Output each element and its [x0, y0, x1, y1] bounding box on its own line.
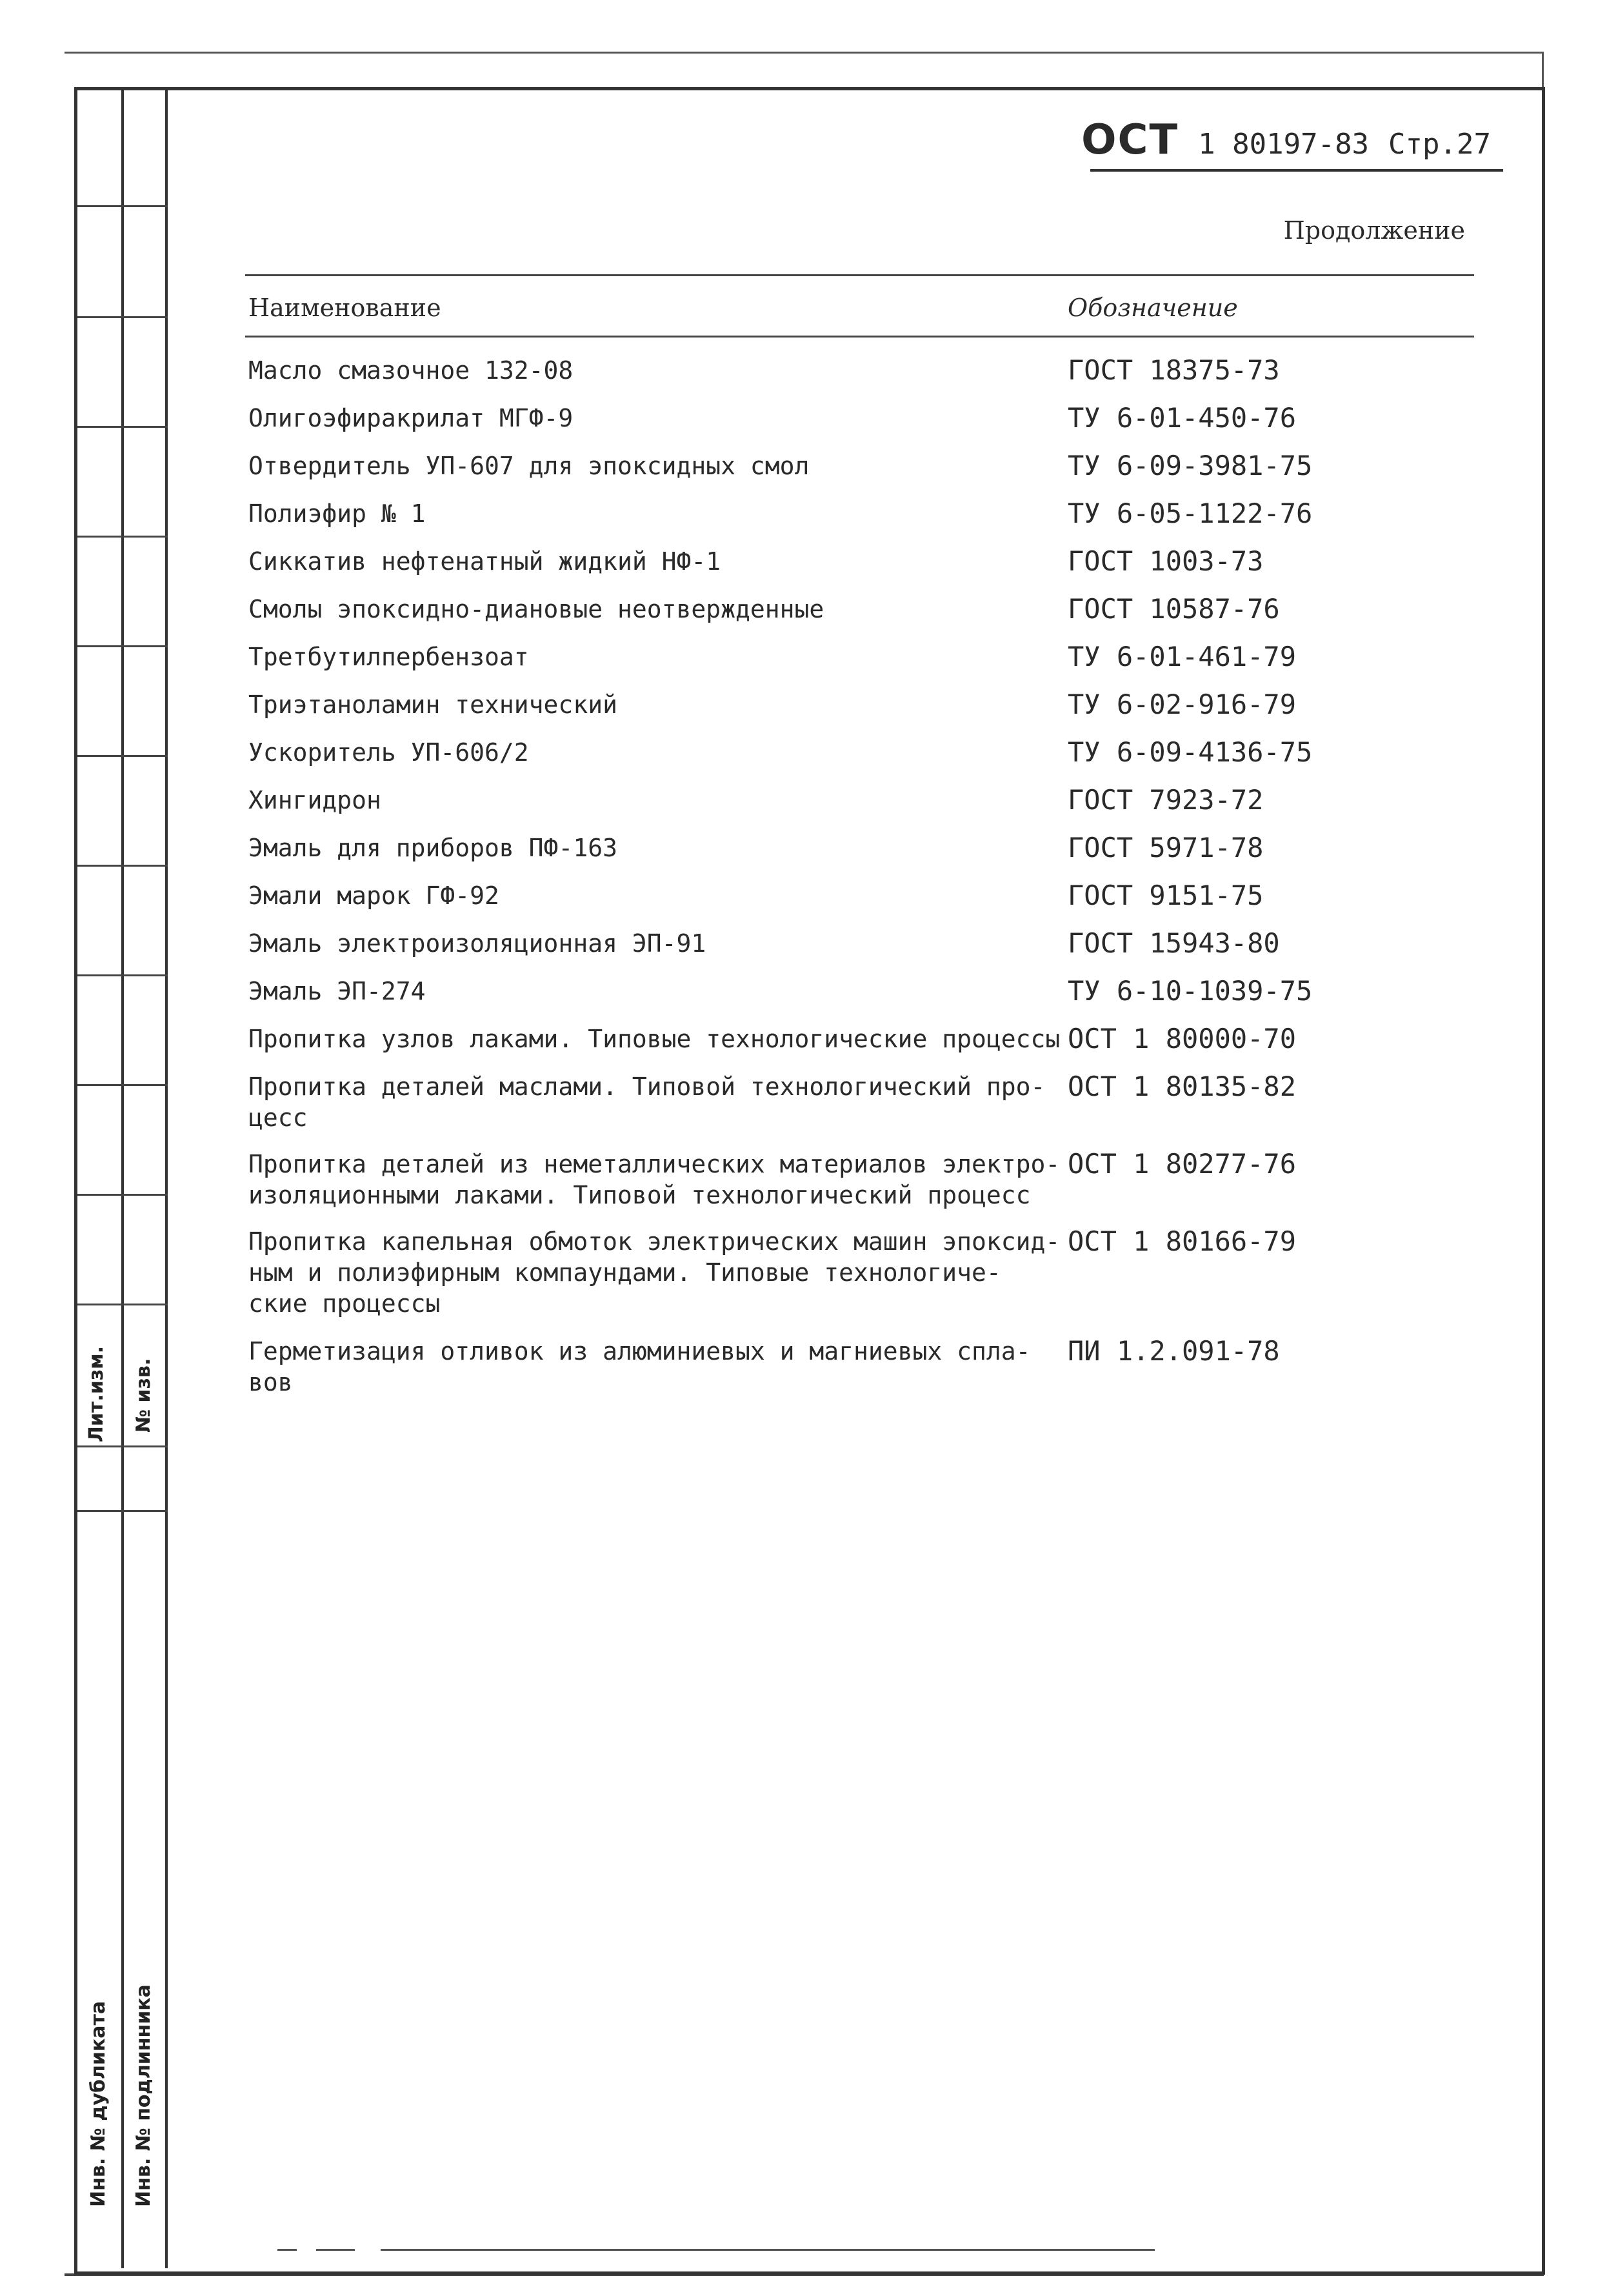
strip-divider — [77, 865, 168, 867]
table-row — [248, 832, 1474, 863]
table-row — [248, 1149, 1474, 1211]
designation-code: ТУ 6-02-916-79 — [1068, 689, 1297, 720]
document-number: 1 80197-83 — [1198, 128, 1370, 161]
material-name: Третбутилпербензоат — [248, 643, 529, 671]
table-row — [248, 785, 1474, 816]
strip-divider — [77, 1194, 168, 1196]
designation-code: ТУ 6-10-1039-75 — [1068, 975, 1313, 1007]
strip-divider — [77, 974, 168, 976]
designation-code: ТУ 6-05-1122-76 — [1068, 498, 1313, 529]
table-row — [248, 355, 1474, 386]
page-number: Стр.27 — [1388, 128, 1491, 161]
material-name: Хингидрон — [248, 786, 381, 814]
table-row — [248, 403, 1474, 434]
material-name: Полиэфир № 1 — [248, 499, 426, 528]
strip-divider — [77, 536, 168, 538]
designation-code: ОСТ 1 80166-79 — [1068, 1225, 1297, 1257]
table-row — [248, 546, 1474, 577]
designation-code: ТУ 6-09-3981-75 — [1068, 450, 1313, 481]
material-name: Отвердитель УП-607 для эпоксидных смол — [248, 452, 810, 480]
strip-divider — [77, 205, 168, 207]
strip-divider — [77, 755, 168, 757]
table-row — [248, 928, 1474, 959]
designation-code: ТУ 6-01-461-79 — [1068, 641, 1297, 672]
stamp-column-right — [121, 90, 168, 2268]
table-row — [248, 1071, 1474, 1133]
material-name: Масло смазочное 132-08 — [248, 356, 574, 385]
designation-code: ПИ 1.2.091-78 — [1068, 1335, 1280, 1367]
material-name: Герметизация отливок из алюминиевых и магниевых спла- вов — [248, 1337, 1031, 1396]
column-header-name: Наименование — [248, 294, 441, 322]
material-name: Эмаль электроизоляционная ЭП-91 — [248, 929, 706, 958]
designation-code: ОСТ 1 80277-76 — [1068, 1148, 1297, 1180]
material-name: Эмаль ЭП-274 — [248, 977, 426, 1005]
table-row — [248, 976, 1474, 1007]
strip-divider — [77, 426, 168, 428]
strip-divider — [77, 645, 168, 647]
scan-dash — [381, 2249, 1155, 2251]
column-header-designation: Обозначение — [1068, 294, 1238, 322]
material-name: Эмаль для приборов ПФ-163 — [248, 834, 617, 862]
strip-divider — [77, 1510, 168, 1512]
scan-dash — [316, 2249, 355, 2251]
designation-code: ОСТ 1 80000-70 — [1068, 1023, 1297, 1054]
table-row — [248, 1226, 1474, 1319]
inv-original-label: Инв. № подлинника — [132, 1984, 155, 2207]
designation-code: ТУ 6-09-4136-75 — [1068, 736, 1313, 768]
lit-izm-label: Лит.изм. — [85, 1345, 108, 1442]
strip-divider — [77, 1304, 168, 1305]
standard-prefix: ОСТ — [1081, 116, 1179, 164]
designation-code: ГОСТ 18375-73 — [1068, 354, 1280, 386]
table-top-rule — [245, 274, 1474, 276]
table-row — [248, 1336, 1474, 1398]
designation-code: ТУ 6-01-450-76 — [1068, 402, 1297, 434]
material-name: Сиккатив нефтенатный жидкий НФ-1 — [248, 547, 721, 576]
designation-code: ГОСТ 5971-78 — [1068, 832, 1264, 863]
inv-duplicate-label: Инв. № дубликата — [87, 2000, 110, 2207]
table-row — [248, 498, 1474, 529]
scan-dash — [277, 2249, 297, 2251]
material-name: Пропитка деталей из неметаллических материалов электро- изоляционными лаками. Типовой технологический процесс — [248, 1150, 1061, 1209]
material-name: Пропитка узлов лаками. Типовые технологические процессы — [248, 1025, 1061, 1053]
material-name: Эмали марок ГФ-92 — [248, 881, 499, 910]
designation-code: ОСТ 1 80135-82 — [1068, 1071, 1297, 1102]
designation-code: ГОСТ 9151-75 — [1068, 880, 1264, 911]
table-row — [248, 1023, 1474, 1054]
material-name: Триэтаноламин технический — [248, 690, 617, 719]
table-row — [248, 594, 1474, 625]
material-name: Пропитка деталей маслами. Типовой технологический про- цесс — [248, 1072, 1046, 1132]
material-name: Олигоэфиракрилат МГФ-9 — [248, 404, 574, 432]
no-izv-label: № изв. — [132, 1358, 155, 1433]
designation-code: ГОСТ 15943-80 — [1068, 927, 1280, 959]
continuation-label: Продолжение — [1283, 216, 1465, 245]
material-name: Ускоритель УП-606/2 — [248, 738, 529, 767]
designation-code: ГОСТ 7923-72 — [1068, 784, 1264, 816]
material-name: Пропитка капельная обмоток электрических машин эпоксид- ным и полиэфирным компаундами. Типовые технологиче- ские процессы — [248, 1227, 1061, 1318]
table-row — [248, 641, 1474, 672]
table-row — [248, 689, 1474, 720]
table-row — [248, 880, 1474, 911]
header-underline — [1090, 169, 1503, 172]
designation-code: ГОСТ 10587-76 — [1068, 593, 1280, 625]
material-name: Смолы эпоксидно-диановые неотвержденные — [248, 595, 824, 623]
strip-divider — [77, 316, 168, 318]
table-row — [248, 737, 1474, 768]
designation-code: ГОСТ 1003-73 — [1068, 545, 1264, 577]
table-row — [248, 450, 1474, 481]
table-header-rule — [245, 336, 1474, 337]
document-header — [1081, 116, 1491, 164]
strip-divider — [77, 1084, 168, 1086]
stamp-column-left — [77, 90, 124, 2268]
strip-divider — [77, 1445, 168, 1447]
